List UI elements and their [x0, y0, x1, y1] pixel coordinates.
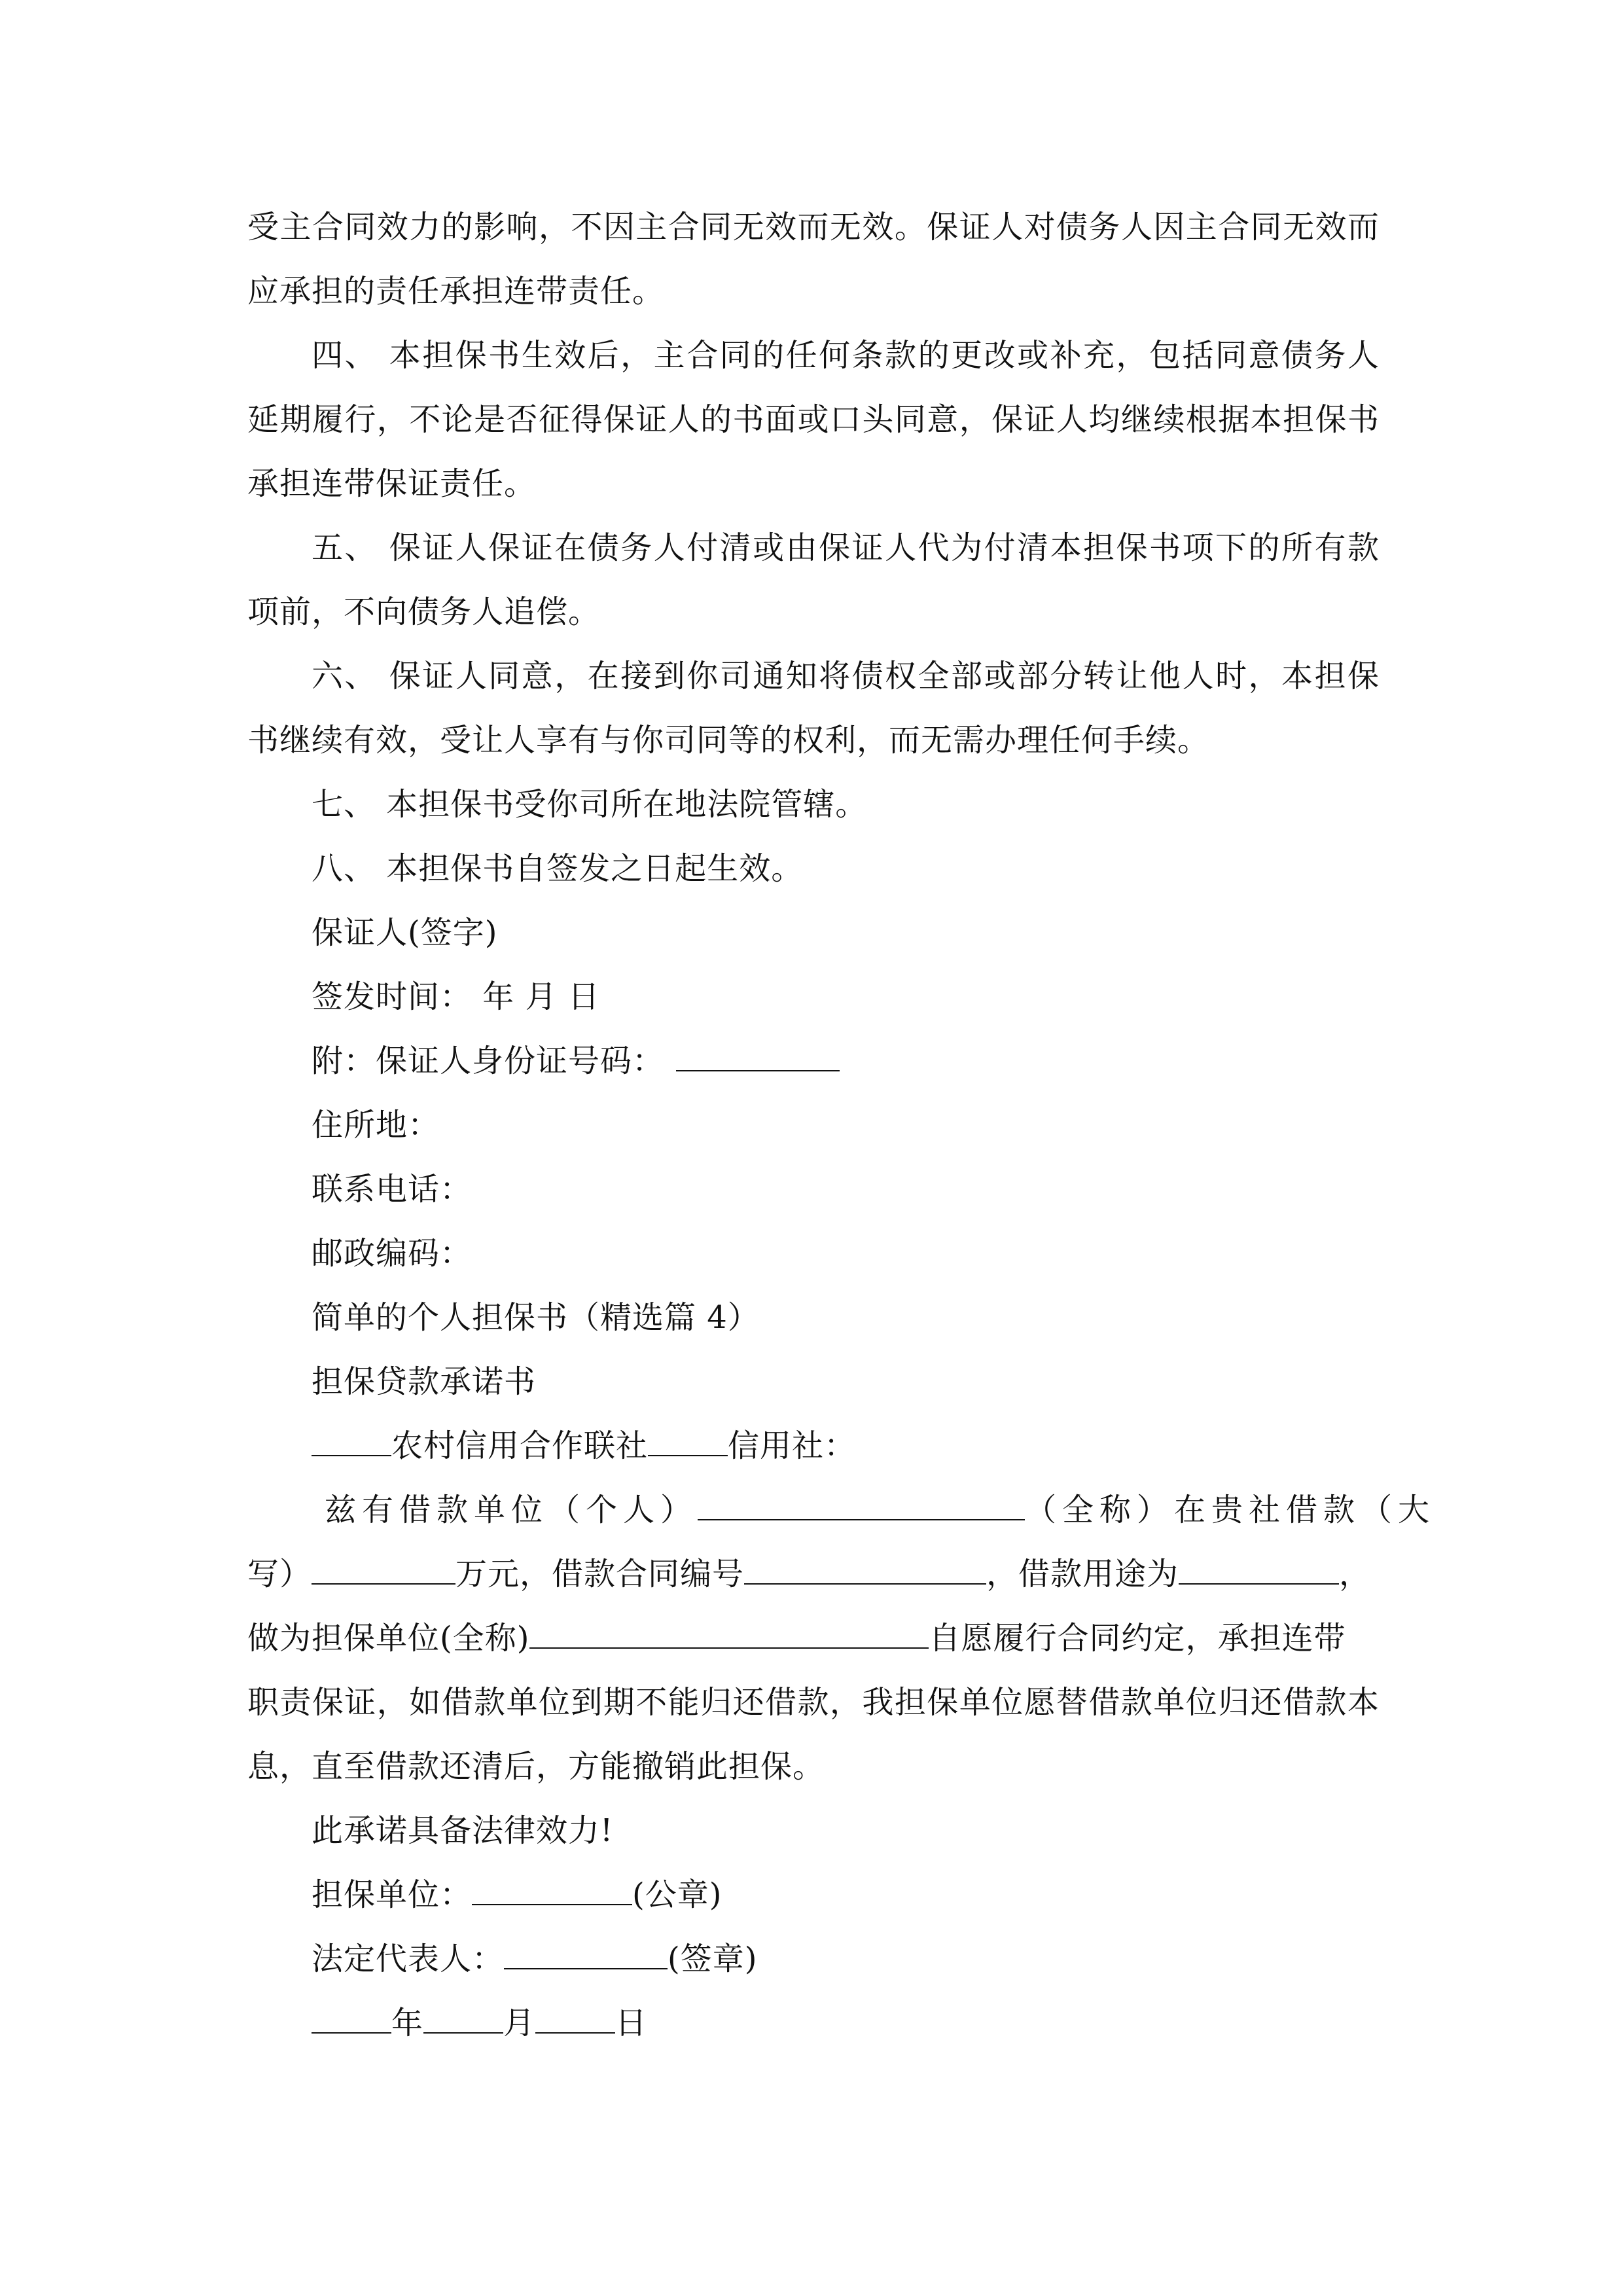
guarantor-name-blank [529, 1608, 929, 1649]
legal-rep-row [312, 1927, 1444, 1991]
addressee-text: 信用社： [728, 1427, 857, 1464]
clause-six-line: 六、 保证人同意，在接到你司通知将债权全部或部分转让他人时，本担保 [312, 658, 1380, 694]
day-label: 日 [615, 2005, 648, 2041]
blank [312, 1416, 391, 1456]
section-heading: 简单的个人担保书（精选篇 4） [312, 1299, 760, 1336]
sign-seal-note: (签章) [668, 1941, 758, 1977]
document-title: 担保贷款承诺书 [312, 1363, 537, 1400]
paragraph-line: 职责保证，如借款单位到期不能归还借款，我担保单位愿替借款单位归还借款本 [247, 1684, 1380, 1721]
contract-number-blank [744, 1544, 986, 1585]
day-blank [535, 1993, 615, 2034]
loan-row-2 [247, 1542, 1380, 1606]
date-row [312, 1991, 1444, 2055]
month-blank [423, 1993, 503, 2034]
issue-date-label: 签发时间： 年 月 日 [312, 978, 600, 1015]
addressee-text: 农村信用合作联社 [391, 1427, 649, 1464]
loan-row-3 [247, 1606, 1380, 1670]
guarantor-unit-label: 担保单位： [312, 1876, 473, 1913]
address-label: 住所地： [312, 1107, 440, 1143]
paragraph-line: 承担连带保证责任。 [247, 465, 537, 502]
clause-seven-line: 七、 本担保书受你司所在地法院管辖。 [312, 786, 868, 823]
seal-note: (公章) [632, 1876, 722, 1913]
clause-eight-line: 八、 本担保书自签发之日起生效。 [312, 850, 804, 887]
paragraph-line: 项前，不向债务人追偿。 [247, 594, 601, 630]
id-number-label: 附：保证人身份证号码： [312, 1043, 665, 1079]
purpose-blank [1179, 1544, 1339, 1585]
postcode-label: 邮政编码： [312, 1235, 473, 1272]
year-label: 年 [391, 2005, 424, 2041]
loan-text: 万元，借款合同编号 [455, 1556, 745, 1592]
year-blank [312, 1993, 391, 2034]
loan-text: （全称）在贵社借款（大 [1025, 1492, 1436, 1528]
loan-text: ， [1339, 1556, 1372, 1592]
loan-text: 写） [247, 1556, 312, 1592]
paragraph-line: 书继续有效，受让人享有与你司同等的权利，而无需办理任何手续。 [247, 722, 1210, 759]
clause-four-line: 四、 本担保书生效后，主合同的任何条款的更改或补充，包括同意债务人 [312, 337, 1380, 374]
loan-text: ，借款用途为 [986, 1556, 1179, 1592]
legal-effect-line: 此承诺具备法律效力! [312, 1812, 614, 1849]
paragraph-line: 应承担的责任承担连带责任。 [247, 273, 665, 310]
guarantor-signature-label: 保证人(签字) [312, 914, 498, 951]
guarantor-unit-row [312, 1863, 1444, 1927]
loan-text: 兹有借款单位（个人） [325, 1492, 698, 1528]
legal-rep-blank [504, 1929, 668, 1969]
legal-rep-label: 法定代表人： [312, 1941, 505, 1977]
loan-text: 自愿履行合同约定，承担连带 [929, 1620, 1346, 1657]
addressee-row [312, 1414, 1444, 1478]
phone-label: 联系电话： [312, 1171, 473, 1208]
amount-blank [312, 1544, 455, 1585]
paragraph-line: 息，直至借款还清后，方能撤销此担保。 [247, 1748, 825, 1785]
paragraph-line: 受主合同效力的影响，不因主合同无效而无效。保证人对债务人因主合同无效而 [247, 209, 1380, 245]
month-label: 月 [503, 2005, 536, 2041]
id-number-row [312, 1029, 1444, 1093]
loan-row-1 [312, 1478, 1436, 1542]
clause-five-line: 五、 保证人保证在债务人付清或由保证人代为付清本担保书项下的所有款 [312, 529, 1380, 566]
id-number-blank [676, 1031, 840, 1071]
guarantor-unit-blank [472, 1865, 632, 1905]
loan-text: 做为担保单位(全称) [247, 1620, 530, 1657]
borrower-blank [698, 1480, 1025, 1520]
paragraph-line: 延期履行，不论是否征得保证人的书面或口头同意，保证人均继续根据本担保书 [247, 401, 1380, 438]
blank [648, 1416, 728, 1456]
